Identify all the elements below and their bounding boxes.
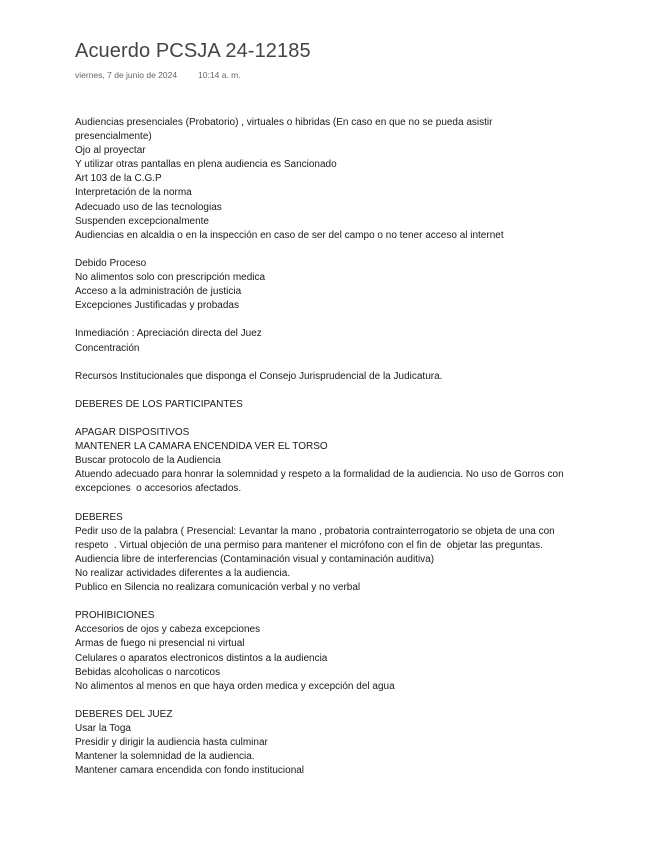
paragraph-gap (75, 497, 570, 511)
note-line: DEBERES DE LOS PARTICIPANTES (75, 398, 243, 410)
note-time: 10:14 a. m. (198, 70, 241, 80)
paragraph-gap (75, 243, 570, 257)
note-line: Recursos Institucionales que disponga el Consejo Jurisprudencial de la Judicatura. (75, 370, 443, 382)
paragraph-gap (75, 384, 570, 398)
note-line: No alimentos al menos en que haya orden medica y excepción del agua (75, 680, 395, 692)
note-line: Concentración (75, 342, 140, 354)
paragraph-gap (75, 356, 570, 370)
note-line: DEBERES (75, 511, 123, 523)
note-line: Y utilizar otras pantallas en plena audiencia es Sancionado (75, 159, 337, 171)
note-line: Excepciones Justificadas y probadas (75, 300, 239, 312)
note-line: Publico en Silencia no realizara comunicación verbal y no verbal (75, 582, 361, 594)
note-line: Suspenden excepcionalmente (75, 215, 209, 227)
note-line: Armas de fuego ni presencial ni virtual (75, 638, 245, 650)
note-line: Audiencias en alcaldia o en la inspección en caso de ser del campo o no tener acceso al internet (75, 229, 504, 241)
note-line: Debido Proceso (75, 257, 147, 269)
note-date: viernes, 7 de junio de 2024 (75, 70, 178, 80)
note-line: No realizar actividades diferentes a la audiencia. (75, 568, 291, 579)
note-metadata (75, 70, 241, 80)
note-line: Mantener camara encendida con fondo institucional (75, 765, 305, 777)
note-line: Usar la Toga (75, 723, 131, 735)
note-line: Pedir uso de la palabra ( Presencial: Levantar la mano , probatoria contrainterrogatorio se objeta de una con respeto . Virtual objeción de una permiso para mantener el micrófono con el fin de objetar las preguntas. (75, 525, 558, 551)
note-line: Mantener la solemnidad de la audiencia. (75, 751, 255, 763)
note-line: Bebidas alcoholicas o narcoticos (75, 666, 221, 678)
note-line: No alimentos solo con prescripción medica (75, 272, 266, 284)
note-line: Celulares o aparatos electronicos distintos a la audiencia (75, 652, 328, 664)
note-line: APAGAR DISPOSITIVOS (75, 427, 190, 439)
paragraph-gap (75, 313, 570, 327)
note-line: Audiencia libre de interferencias (Contaminación visual y contaminación auditiva) (75, 553, 435, 565)
note-line: Audiencias presenciales (Probatorio) , virtuales o hibridas (En caso en que no se pueda asistir presencialmente) (75, 117, 496, 143)
note-body (75, 116, 570, 778)
note-line: MANTENER LA CAMARA ENCENDIDA VER EL TORSO (75, 441, 328, 453)
note-line: Art 103 de la C.G.P (75, 173, 162, 185)
note-line: Adecuado uso de las tecnologias (75, 201, 222, 213)
note-line: DEBERES DEL JUEZ (75, 708, 173, 720)
note-line: Presidir y dirigir la audiencia hasta culminar (75, 737, 268, 749)
note-line: Accesorios de ojos y cabeza excepciones (75, 624, 261, 636)
paragraph-gap (75, 595, 570, 609)
note-line: Inmediación : Apreciación directa del Juez (75, 328, 262, 340)
paragraph-gap (75, 694, 570, 708)
paragraph-gap (75, 412, 570, 426)
note-line: Acceso a la administración de justicia (75, 286, 242, 298)
note-line: Interpretación de la norma (75, 187, 192, 199)
note-line: Ojo al proyectar (75, 145, 146, 157)
note-line: Atuendo adecuado para honrar la solemnidad y respeto a la formalidad de la audiencia. No uso de Gorros con excepciones o accesorios afectados. (75, 469, 567, 495)
note-line: Buscar protocolo de la Audiencia (75, 455, 221, 467)
note-line: PROHIBICIONES (75, 610, 155, 622)
page-title: Acuerdo PCSJA 24-12185 (75, 40, 311, 62)
